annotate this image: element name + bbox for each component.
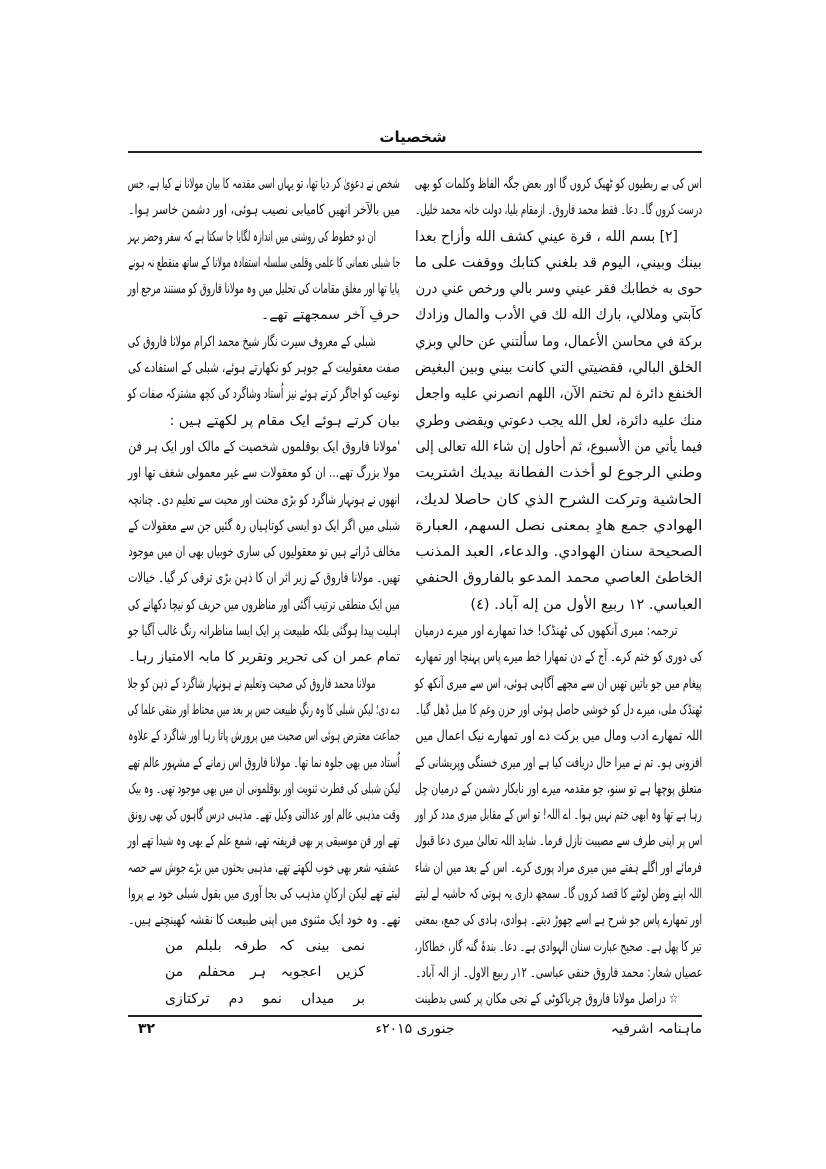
text-line (128, 722, 400, 748)
text-line-content: عشقیہ شعر بھی خوب لکھتے تھے، مذہبی بحثوں میں بڑے جوش سے حصہ (128, 859, 400, 876)
magazine-name: ماہنامہ اشرفیہ (610, 1021, 702, 1037)
left-column (128, 170, 400, 933)
text-line-content: تھے۔ وہ خود ایک مثنوی میں اپنی طبیعت کا نقشہ کھینچتے ہیں۔ (128, 912, 400, 929)
text-line (415, 985, 702, 1011)
text-line-content: لیکن شبلی کی فطرت ثنویت اور بوقلمونی ان میں بھی موجود تھی۔ وہ بیک (128, 780, 400, 797)
text-line-content: منك عليه دائرة، لعل الله يجب دعوتي ويقضى وطري (415, 412, 702, 429)
text-line (128, 275, 400, 301)
text-line (415, 880, 702, 906)
text-line (128, 643, 400, 669)
text-line (128, 749, 400, 775)
text-line (128, 512, 400, 538)
text-line-content: تمام عمر ان کی تحریر وتقریر کا مابہ الامتیاز رہا۔ (128, 649, 400, 666)
text-line (128, 223, 400, 249)
text-line-content: مولانا محمد فاروق کی صحبت وتعلیم نے ہونہار شاگرد کے ذہن کو جلا (128, 675, 376, 692)
text-line-content: پیغام میں جو باتیں تھیں ان سے مجھے آگاہی ہوئی، اس سے میری آنکھ کو (415, 675, 702, 692)
text-line-content: شبلی کے معروف سیرت نگار شیخ محمد اکرام مولانا فاروق کی (128, 333, 376, 350)
poem-word: نمو (262, 990, 282, 1007)
text-line (415, 775, 702, 801)
footer-rule (128, 1015, 702, 1017)
text-line (128, 380, 400, 406)
text-line (415, 407, 702, 433)
text-line-content: ان دو خطوط کی روشنی میں اندازہ لگایا جا سکتا ہے کہ سفر وحضر بہر (128, 228, 376, 245)
text-line (415, 275, 702, 301)
text-line (415, 196, 702, 222)
text-line-content: صفت معقولیت کے جوہر کو نکھارتے ہوئے، شبلی کے استفادے کی (128, 360, 400, 377)
text-line-content: لیتے تھے لیکن ارکانِ مذہب کی بجا آوری میں بقول شبلی خود بے پروا (128, 886, 400, 903)
poem-word: اعجوبہ (280, 964, 322, 981)
text-line-content: ٹھنڈک ملی، میرے دل کو خوشی حاصل ہوئی اور حزن وغم کا میل ڈھل گیا۔ (415, 701, 702, 718)
persian-poem (165, 933, 365, 1012)
text-line (415, 643, 702, 669)
text-line (128, 486, 400, 512)
text-line-content: حرفِ آخر سمجھتے تھے۔ (260, 307, 400, 324)
text-line (415, 617, 702, 643)
text-line-content: مولا بزرگ تھے... ان کو معقولات سے غیر معمولی شغف تھا اور (128, 465, 400, 482)
text-line-content: اللہ اپنے وطن لوٹنے کا قصد کروں گا۔ سمجھ داری یہ ہوتی کہ حاشیہ لے لیتے (415, 886, 702, 903)
text-line-content: میں ایک منطقی ترتیب آگئی اور مناظروں میں حریف کو نیچا دکھانے کی (128, 596, 400, 613)
text-line (128, 591, 400, 617)
text-line (128, 696, 400, 722)
text-line (128, 617, 400, 643)
poem-word: دم (228, 990, 244, 1007)
text-line (415, 854, 702, 880)
text-line-content: [۲] بسم الله ، قرة عيني كشف الله وأزاح بعدا (415, 228, 678, 245)
text-line (128, 538, 400, 564)
text-line-content: بركة في محاسن الأعمال، وما سألتني عن حالي وبزي (415, 333, 702, 350)
text-line-content: میں بالآخر انھیں کامیابی نصیب ہوئی، اور دشمن خاسر ہوا۔ (128, 202, 400, 219)
text-line (128, 354, 400, 380)
text-line-content: متعلق پوچھا ہے تو سنو، جو مقدمہ میرے اور نابکار دشمن کے درمیان چل (415, 780, 702, 797)
text-line (415, 486, 702, 512)
text-line-content: بیان کرتے ہوئے ایک مقام پر لکھتے ہیں : (169, 412, 400, 429)
issue-date: جنوری ۲۰۱۵ء (375, 1021, 455, 1037)
text-line-content: بينك وبيني، اليوم قد بلغني كتابك ووقفت على ما (414, 254, 702, 271)
text-line (415, 223, 702, 249)
text-line-content: الصحيحة سنان الهوادي. والدعاء، العبد المذنب (415, 544, 702, 561)
text-line-content: الهوادي جمع هادٍ بمعنى نصل السهم، العبارة (415, 517, 702, 534)
text-line-content: تھیں۔ مولانا فاروق کے زیر اثر ان کا ذہن بڑی ترقی کر گیا۔ خیالات (128, 570, 400, 587)
text-line-content: شخص نے دعویٰ کر دیا تھا، تو یہاں اسی مقدمہ کا بیان مولانا نے کیا ہے، جس (128, 176, 400, 192)
header-rule (128, 151, 702, 153)
text-line-content: كآبتي وملالي، بارك الله لك في الأدب والمال وزادك (415, 307, 702, 324)
text-line-content: الخاطئ العاصي محمد المدعو بالفاروق الحنفي (415, 570, 702, 587)
text-line (415, 459, 702, 485)
text-line-content: مخالف ڈراتے ہیں تو معقولیوں کی ساری خوبیاں بھی ان میں موجود (128, 544, 400, 561)
text-line (415, 433, 702, 459)
text-line (415, 959, 702, 985)
text-line (128, 433, 400, 459)
text-line-content: اللہ تمھارے ادب ومال میں برکت دے اور تمھارے نیک اعمال میں (415, 728, 702, 745)
text-line (128, 196, 400, 222)
section-title: شخصيات (379, 128, 447, 146)
text-line-content: رہا ہے تھا وہ ابھی ختم نہیں ہوا۔ اے اللہ! تو اس کے مقابل میری مدد کر اور (415, 807, 702, 824)
text-line-content: وطني الرجوع لو أخذت الفطانة بيديك اشتريت (415, 465, 702, 482)
text-line-content: فيما يأتي من الأسبوع، ثم أحاول إن شاء الله تعالى إلى (415, 438, 702, 455)
text-line (415, 380, 702, 406)
text-line (128, 328, 400, 354)
poem-word: من (165, 964, 184, 981)
poem-word: بینی (305, 938, 330, 954)
poem-word: طرفہ (233, 938, 268, 954)
poem-word: بر (353, 990, 365, 1007)
text-line (415, 512, 702, 538)
text-line (415, 538, 702, 564)
text-line-content: اُستاد میں بھی جلوہ نما تھا۔ مولانا فاروق اس زمانے کے مشہور عالم تھے (128, 754, 400, 771)
text-line (128, 459, 400, 485)
poem-word: کزیں (336, 964, 365, 981)
text-line (128, 301, 400, 327)
text-line (415, 827, 702, 853)
text-line-content: 'مولانا فاروق ایک بوقلموں شخصیت کے مالک اور ایک ہر فن (128, 438, 400, 455)
text-line-content: حوى به خطابك فقر عيني وسر بالي ورخص عني درن (415, 281, 702, 298)
text-line (415, 328, 702, 354)
text-line-content: العباسي. ١٢ ربيع الأول من إله آباد. (٤) (470, 596, 702, 613)
text-line-content: الحاشية وتركت الشرح الذي كان حاصلا لديك، (415, 491, 702, 508)
text-line (415, 249, 702, 275)
text-line-content: ترجمہ: میری آنکھوں کی ٹھنڈک! خدا تمھارے اور میرے درمیان (415, 623, 678, 640)
poem-word: کہ (278, 938, 294, 954)
text-line (128, 564, 400, 590)
text-line-content: شبلی میں اگر ایک دو ایسی کوتاہیاں رہ گئیں جن سے معقولات کے (128, 517, 400, 534)
poem-line (165, 986, 365, 1012)
text-line-content: انھوں نے ہونہار شاگرد کو بڑی محنت اور محبت سے تعلیم دی۔ چنانچہ (128, 491, 400, 508)
poem-line (165, 959, 365, 985)
text-line (415, 170, 702, 196)
text-line-content: جا شبلی نعمانی کا علمی وقلمی سلسلہ استفادہ مولانا کے ساتھ منقطع نہ ہونے (128, 254, 400, 271)
right-column (415, 170, 702, 1012)
text-line-content: اس پر اپنی طرف سے مصیبت نازل فرما۔ شاید اللہ تعالیٰ میری دعا قبول (415, 833, 702, 850)
text-line-content: اس کی بے ربطیوں کو ٹھیک کروں گا اور بعض جگہ الفاظ وکلمات کو بھی (415, 176, 702, 192)
poem-word: ترکتازی (165, 990, 210, 1007)
text-line-content: کی دوری کو ختم کرے۔ آج کے دن تمھارا خط میرے پاس پہنچا اور تمھارے (415, 649, 702, 666)
text-line (415, 749, 702, 775)
text-line-content: درست کروں گا۔ دعا۔ فقط محمد فاروق۔ ازمقام بلیا، دولت خانہ محمد خلیل۔ (415, 202, 702, 219)
text-line (128, 407, 400, 433)
text-line-content: عصیاں شعار: محمد فاروق حنفی عباسی۔ ۱۲ر ربیع الاول۔ از الہ آباد۔ (415, 964, 702, 981)
text-line (128, 880, 400, 906)
text-line (415, 591, 702, 617)
text-line (415, 670, 702, 696)
text-line (128, 775, 400, 801)
text-line-content: فرمائے اور اگلے ہفتے میں میری مراد پوری کرے۔ اس کے بعد میں ان شاء (415, 859, 702, 876)
text-line-content: اور تمھارے پاس جو شرح ہے اسے چھوڑ دیتے۔ ہوادی، ہادی کی جمع، بمعنی (415, 912, 702, 929)
text-line (128, 854, 400, 880)
text-line (128, 170, 400, 196)
poem-word: میداں (301, 990, 335, 1007)
poem-word: من (165, 938, 184, 954)
text-line-content: نوعیت کو اجاگر کرتے ہوئے نیز اُستاد وشاگرد کی کچھ مشترکہ صفات کو (128, 386, 400, 403)
text-line (415, 301, 702, 327)
poem-word: ہر (250, 964, 267, 981)
text-line-content: ☆ دراصل مولانا فاروق چریاکوٹی کے نجی مکان پر کسی بدطینت (415, 991, 678, 1008)
text-line-content: دے دی؛ لیکن شبلی کا وہ رنگِ طبیعت جس پر بعد میں محتاط اور متقی علما کی (128, 701, 400, 718)
text-line-content: پایا تھا اور مغلق مقامات کی تحلیل میں وہ مولانا فاروق کو مستند مرجع اور (128, 281, 400, 298)
poem-line (165, 933, 365, 959)
text-line (415, 801, 702, 827)
text-line (415, 354, 702, 380)
text-line-content: وقت مذہبی عالم اور عدالتی وکیل تھے۔ مذہبی درس گاہوں کی بھی رونق (128, 807, 400, 824)
text-line-content: جماعت معترض ہوئی اس صحبت میں پرورش پاتا رہا اور شاگرد کے علاوہ (128, 728, 400, 745)
text-line (128, 670, 400, 696)
text-line (128, 249, 400, 275)
text-line-content: الخلق البالي، فقضيتي التي كانت بيني وبين البغيض (415, 360, 702, 377)
poem-word: محفلم (197, 964, 236, 981)
text-line-content: الخنفع دائرة لم تختم الآن، اللهم انصرني عليه واجعل (415, 386, 702, 403)
text-line (128, 906, 400, 932)
poem-word: نمی (341, 938, 365, 954)
text-line (128, 801, 400, 827)
text-line (415, 722, 702, 748)
text-line-content: اہلیت پیدا ہوگئی بلکہ طبیعت پر ایک ایسا مناظرانہ رنگ غالب آگیا جو (128, 623, 400, 640)
text-line-content: تھے اور فن موسیقی پر بھی فریفتہ تھے، شمع علم کے بھی وہ شیدا تھے اور (128, 833, 400, 850)
text-line-content: افزونی ہو۔ تم نے میرا حال دریافت کیا ہے اور میری خستگی وپریشانی کے (415, 754, 702, 771)
page-number: ۳۲ (138, 1021, 156, 1037)
text-line-content: تیر کا پھل ہے۔ صحیح عبارت سنان الہوادی ہے۔ دعا۔ بندۂ گنہ گار، خطاکار، (415, 938, 702, 955)
text-line (415, 906, 702, 932)
poem-word: بلبلم (194, 938, 222, 954)
text-line (128, 827, 400, 853)
text-line (415, 696, 702, 722)
text-line (415, 933, 702, 959)
text-line (415, 564, 702, 590)
